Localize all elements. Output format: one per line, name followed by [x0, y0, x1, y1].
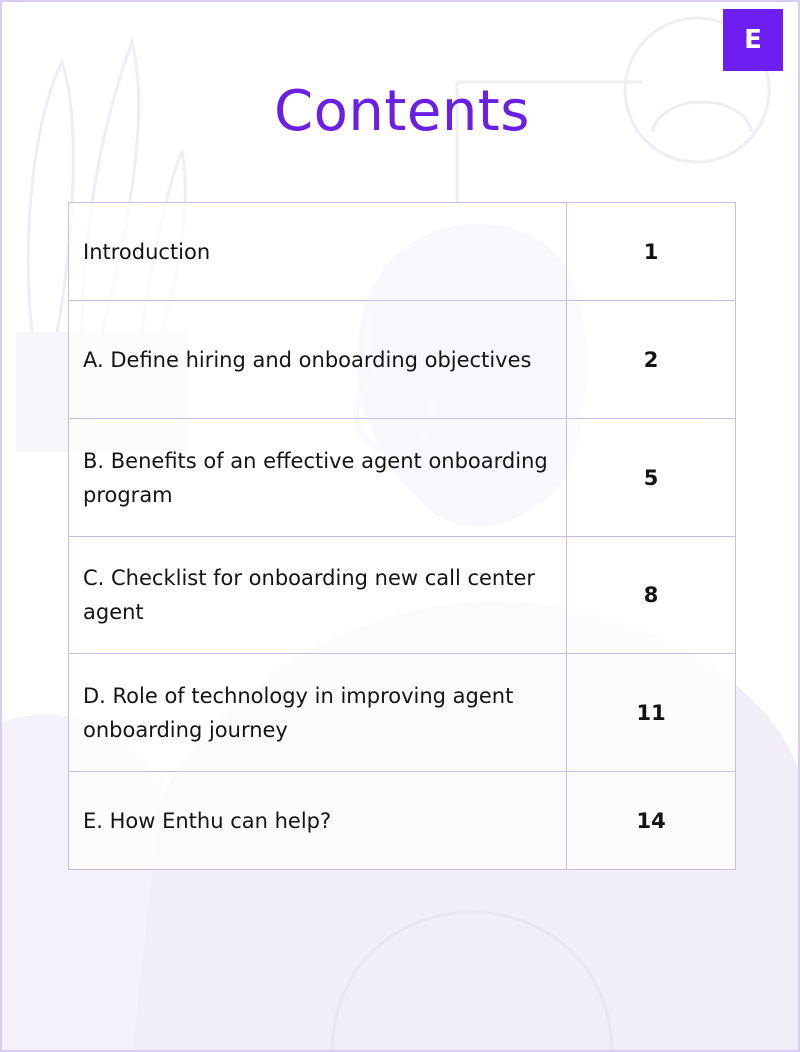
table-row	[69, 537, 736, 654]
table-row	[69, 203, 736, 301]
toc-page-number: 1	[567, 203, 736, 301]
toc-entry-label: B. Benefits of an effective agent onboarding program	[69, 419, 567, 537]
toc-entry-label: Introduction	[69, 203, 567, 301]
toc-entry-label: C. Checklist for onboarding new call center agent	[69, 537, 567, 654]
toc-page-number: 8	[567, 537, 736, 654]
enthu-logo: E	[723, 9, 783, 71]
toc-page-number: 2	[567, 301, 736, 419]
table-row	[69, 301, 736, 419]
toc-entry-label: A. Define hiring and onboarding objectives	[69, 301, 567, 419]
table-row	[69, 772, 736, 870]
toc-entry-label: E. How Enthu can help?	[69, 772, 567, 870]
toc-page-number: 5	[567, 419, 736, 537]
toc-page-number: 11	[567, 654, 736, 772]
toc-entry-label: D. Role of technology in improving agent onboarding journey	[69, 654, 567, 772]
page-title: Contents	[274, 79, 530, 144]
table-row	[69, 419, 736, 537]
toc-page-number: 14	[567, 772, 736, 870]
table-row	[69, 654, 736, 772]
contents-table	[68, 202, 736, 870]
